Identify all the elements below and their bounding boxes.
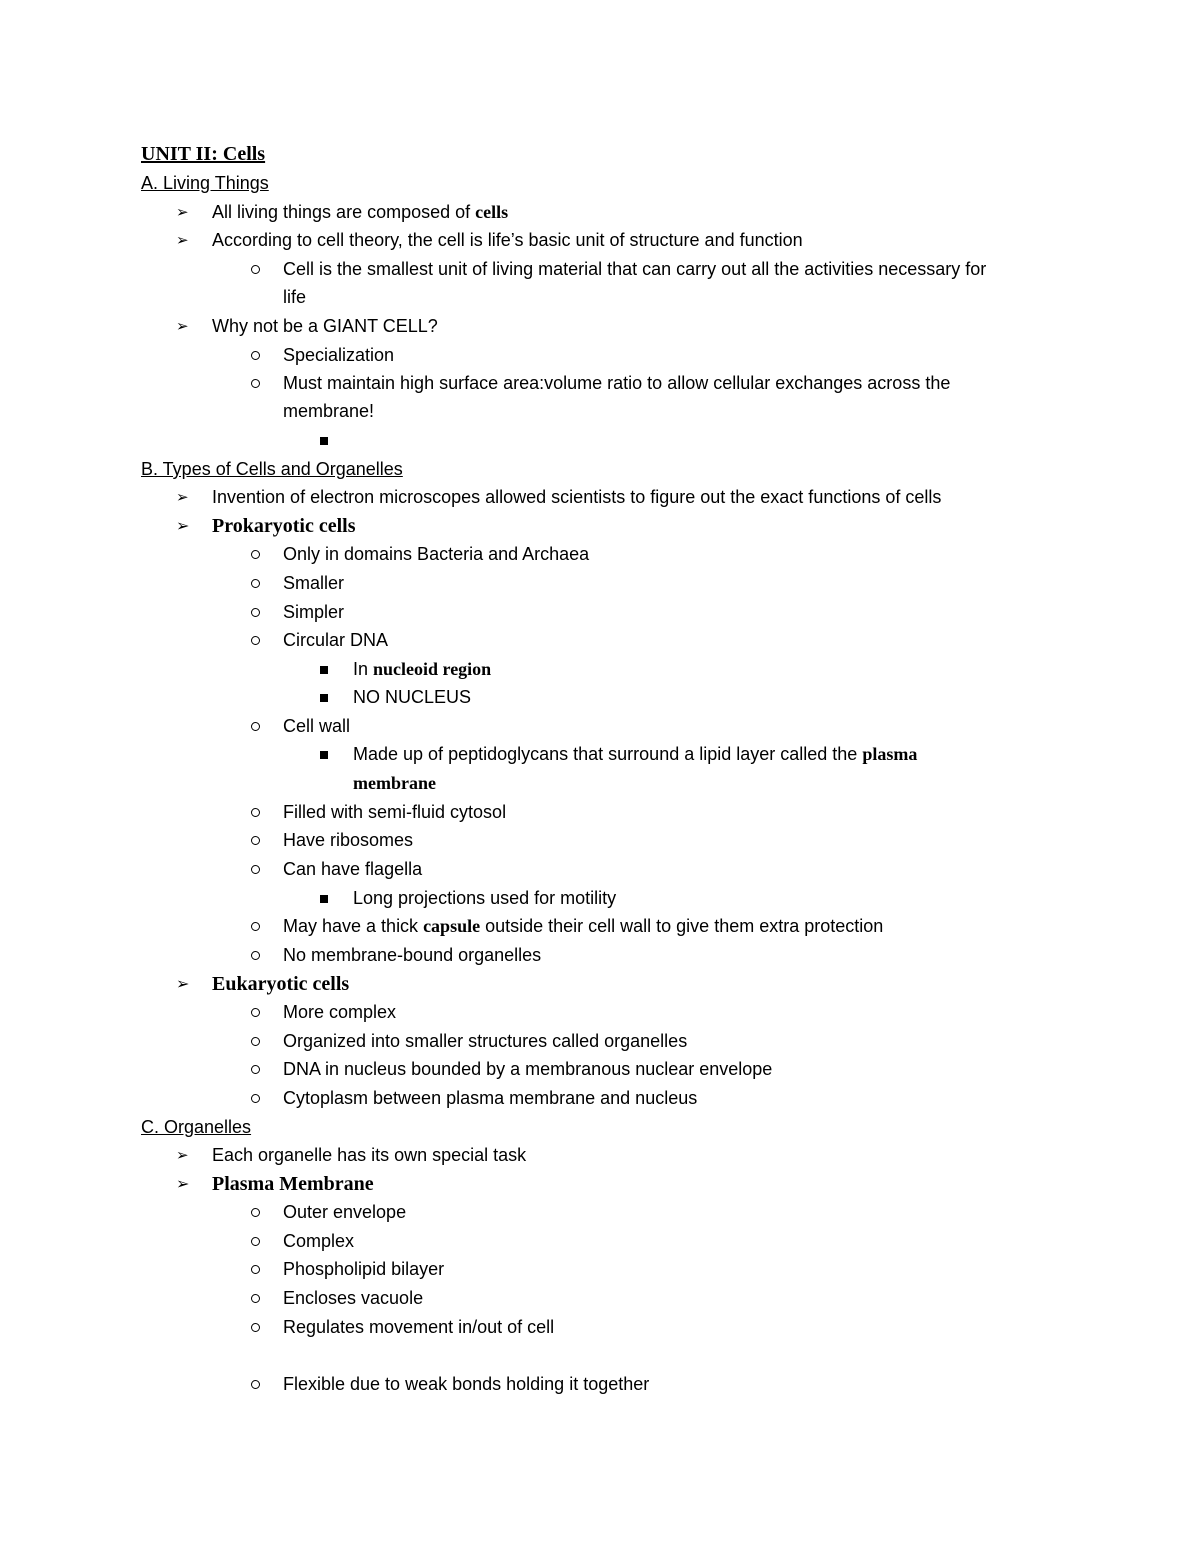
list-item: No membrane-bound organelles [283, 945, 542, 965]
list-item-text: In [353, 659, 374, 679]
filled-square-bullet-icon [320, 666, 328, 674]
list-item: Each organelle has its own special task [212, 1145, 527, 1165]
list-item: Organized into smaller structures called organelles [283, 1031, 688, 1051]
hollow-circle-bullet-icon [251, 265, 260, 274]
list-item: Only in domains Bacteria and Archaea [283, 544, 590, 564]
prokaryotic-heading: Prokaryotic cells [212, 515, 356, 537]
hollow-circle-bullet-icon [251, 550, 260, 559]
list-item-continuation: life [283, 287, 307, 307]
list-item: Why not be a GIANT CELL? [212, 316, 438, 336]
filled-square-bullet-icon [320, 694, 328, 702]
hollow-circle-bullet-icon [251, 1265, 260, 1274]
list-item: Can have flagella [283, 859, 423, 879]
hollow-circle-bullet-icon [251, 1294, 260, 1303]
list-item: Smaller [283, 573, 345, 593]
hollow-circle-bullet-icon [251, 922, 260, 931]
arrow-bullet-icon: ➢ [176, 488, 189, 506]
hollow-circle-bullet-icon [251, 1094, 260, 1103]
list-item: Specialization [283, 345, 395, 365]
filled-square-bullet-icon [320, 437, 328, 445]
list-item: NO NUCLEUS [353, 687, 472, 707]
list-item: Phospholipid bilayer [283, 1259, 445, 1279]
hollow-circle-bullet-icon [251, 579, 260, 588]
eukaryotic-heading: Eukaryotic cells [212, 973, 350, 995]
list-item-text: Made up of peptidoglycans that surround a lipid layer called the [353, 744, 863, 764]
list-item: Filled with semi-fluid cytosol [283, 802, 507, 822]
list-item: According to cell theory, the cell is life’s basic unit of structure and function [212, 230, 803, 250]
list-item [212, 200, 508, 224]
list-item [353, 657, 491, 681]
list-item [283, 914, 883, 938]
hollow-circle-bullet-icon [251, 836, 260, 845]
list-item: Complex [283, 1231, 355, 1251]
bold-term: nucleoid region [373, 659, 492, 679]
hollow-circle-bullet-icon [251, 608, 260, 617]
plasma-membrane-heading: Plasma Membrane [212, 1173, 374, 1195]
list-item: Outer envelope [283, 1202, 407, 1222]
arrow-bullet-icon: ➢ [176, 1146, 189, 1164]
list-item: Regulates movement in/out of cell [283, 1317, 555, 1337]
hollow-circle-bullet-icon [251, 951, 260, 960]
arrow-bullet-icon: ➢ [176, 231, 189, 249]
list-item: Flexible due to weak bonds holding it together [283, 1374, 650, 1394]
list-item: Must maintain high surface area:volume ratio to allow cellular exchanges across the [283, 373, 951, 393]
arrow-bullet-icon: ➢ [176, 974, 190, 993]
hollow-circle-bullet-icon [251, 722, 260, 731]
list-item [353, 742, 917, 766]
hollow-circle-bullet-icon [251, 1008, 260, 1017]
arrow-bullet-icon: ➢ [176, 317, 189, 335]
arrow-bullet-icon: ➢ [176, 1174, 190, 1193]
list-item-text: May have a thick [283, 916, 424, 936]
bold-term: cells [475, 202, 509, 222]
list-item-continuation: membrane! [283, 401, 375, 421]
list-item: DNA in nucleus bounded by a membranous nuclear envelope [283, 1059, 773, 1079]
list-item: Cell wall [283, 716, 351, 736]
bold-term: capsule [423, 916, 481, 936]
list-item: Invention of electron microscopes allowed scientists to figure out the exact functions of cells [212, 487, 942, 507]
list-item-text: outside their cell wall to give them extra protection [480, 916, 884, 936]
list-item: Encloses vacuole [283, 1288, 424, 1308]
bold-term: membrane [353, 773, 436, 793]
list-item: Cytoplasm between plasma membrane and nucleus [283, 1088, 698, 1108]
arrow-bullet-icon: ➢ [176, 516, 190, 535]
hollow-circle-bullet-icon [251, 1208, 260, 1217]
list-item: More complex [283, 1002, 397, 1022]
list-item-text: All living things are composed of [212, 202, 476, 222]
hollow-circle-bullet-icon [251, 1065, 260, 1074]
hollow-circle-bullet-icon [251, 636, 260, 645]
hollow-circle-bullet-icon [251, 1323, 260, 1332]
list-item: Long projections used for motility [353, 888, 617, 908]
filled-square-bullet-icon [320, 751, 328, 759]
list-item: Circular DNA [283, 630, 389, 650]
section-c-heading: C. Organelles [141, 1117, 252, 1137]
hollow-circle-bullet-icon [251, 1037, 260, 1046]
list-item: Cell is the smallest unit of living material that can carry out all the activities necessary for [283, 259, 987, 279]
unit-title: UNIT II: Cells [141, 143, 266, 165]
hollow-circle-bullet-icon [251, 865, 260, 874]
list-item: Have ribosomes [283, 830, 414, 850]
filled-square-bullet-icon [320, 895, 328, 903]
hollow-circle-bullet-icon [251, 379, 260, 388]
bold-term: plasma [862, 744, 918, 764]
hollow-circle-bullet-icon [251, 351, 260, 360]
hollow-circle-bullet-icon [251, 808, 260, 817]
arrow-bullet-icon: ➢ [176, 203, 189, 221]
hollow-circle-bullet-icon [251, 1237, 260, 1246]
section-b-heading: B. Types of Cells and Organelles [141, 459, 403, 479]
list-item: Simpler [283, 602, 345, 622]
section-a-heading: A. Living Things [141, 173, 269, 193]
hollow-circle-bullet-icon [251, 1380, 260, 1389]
